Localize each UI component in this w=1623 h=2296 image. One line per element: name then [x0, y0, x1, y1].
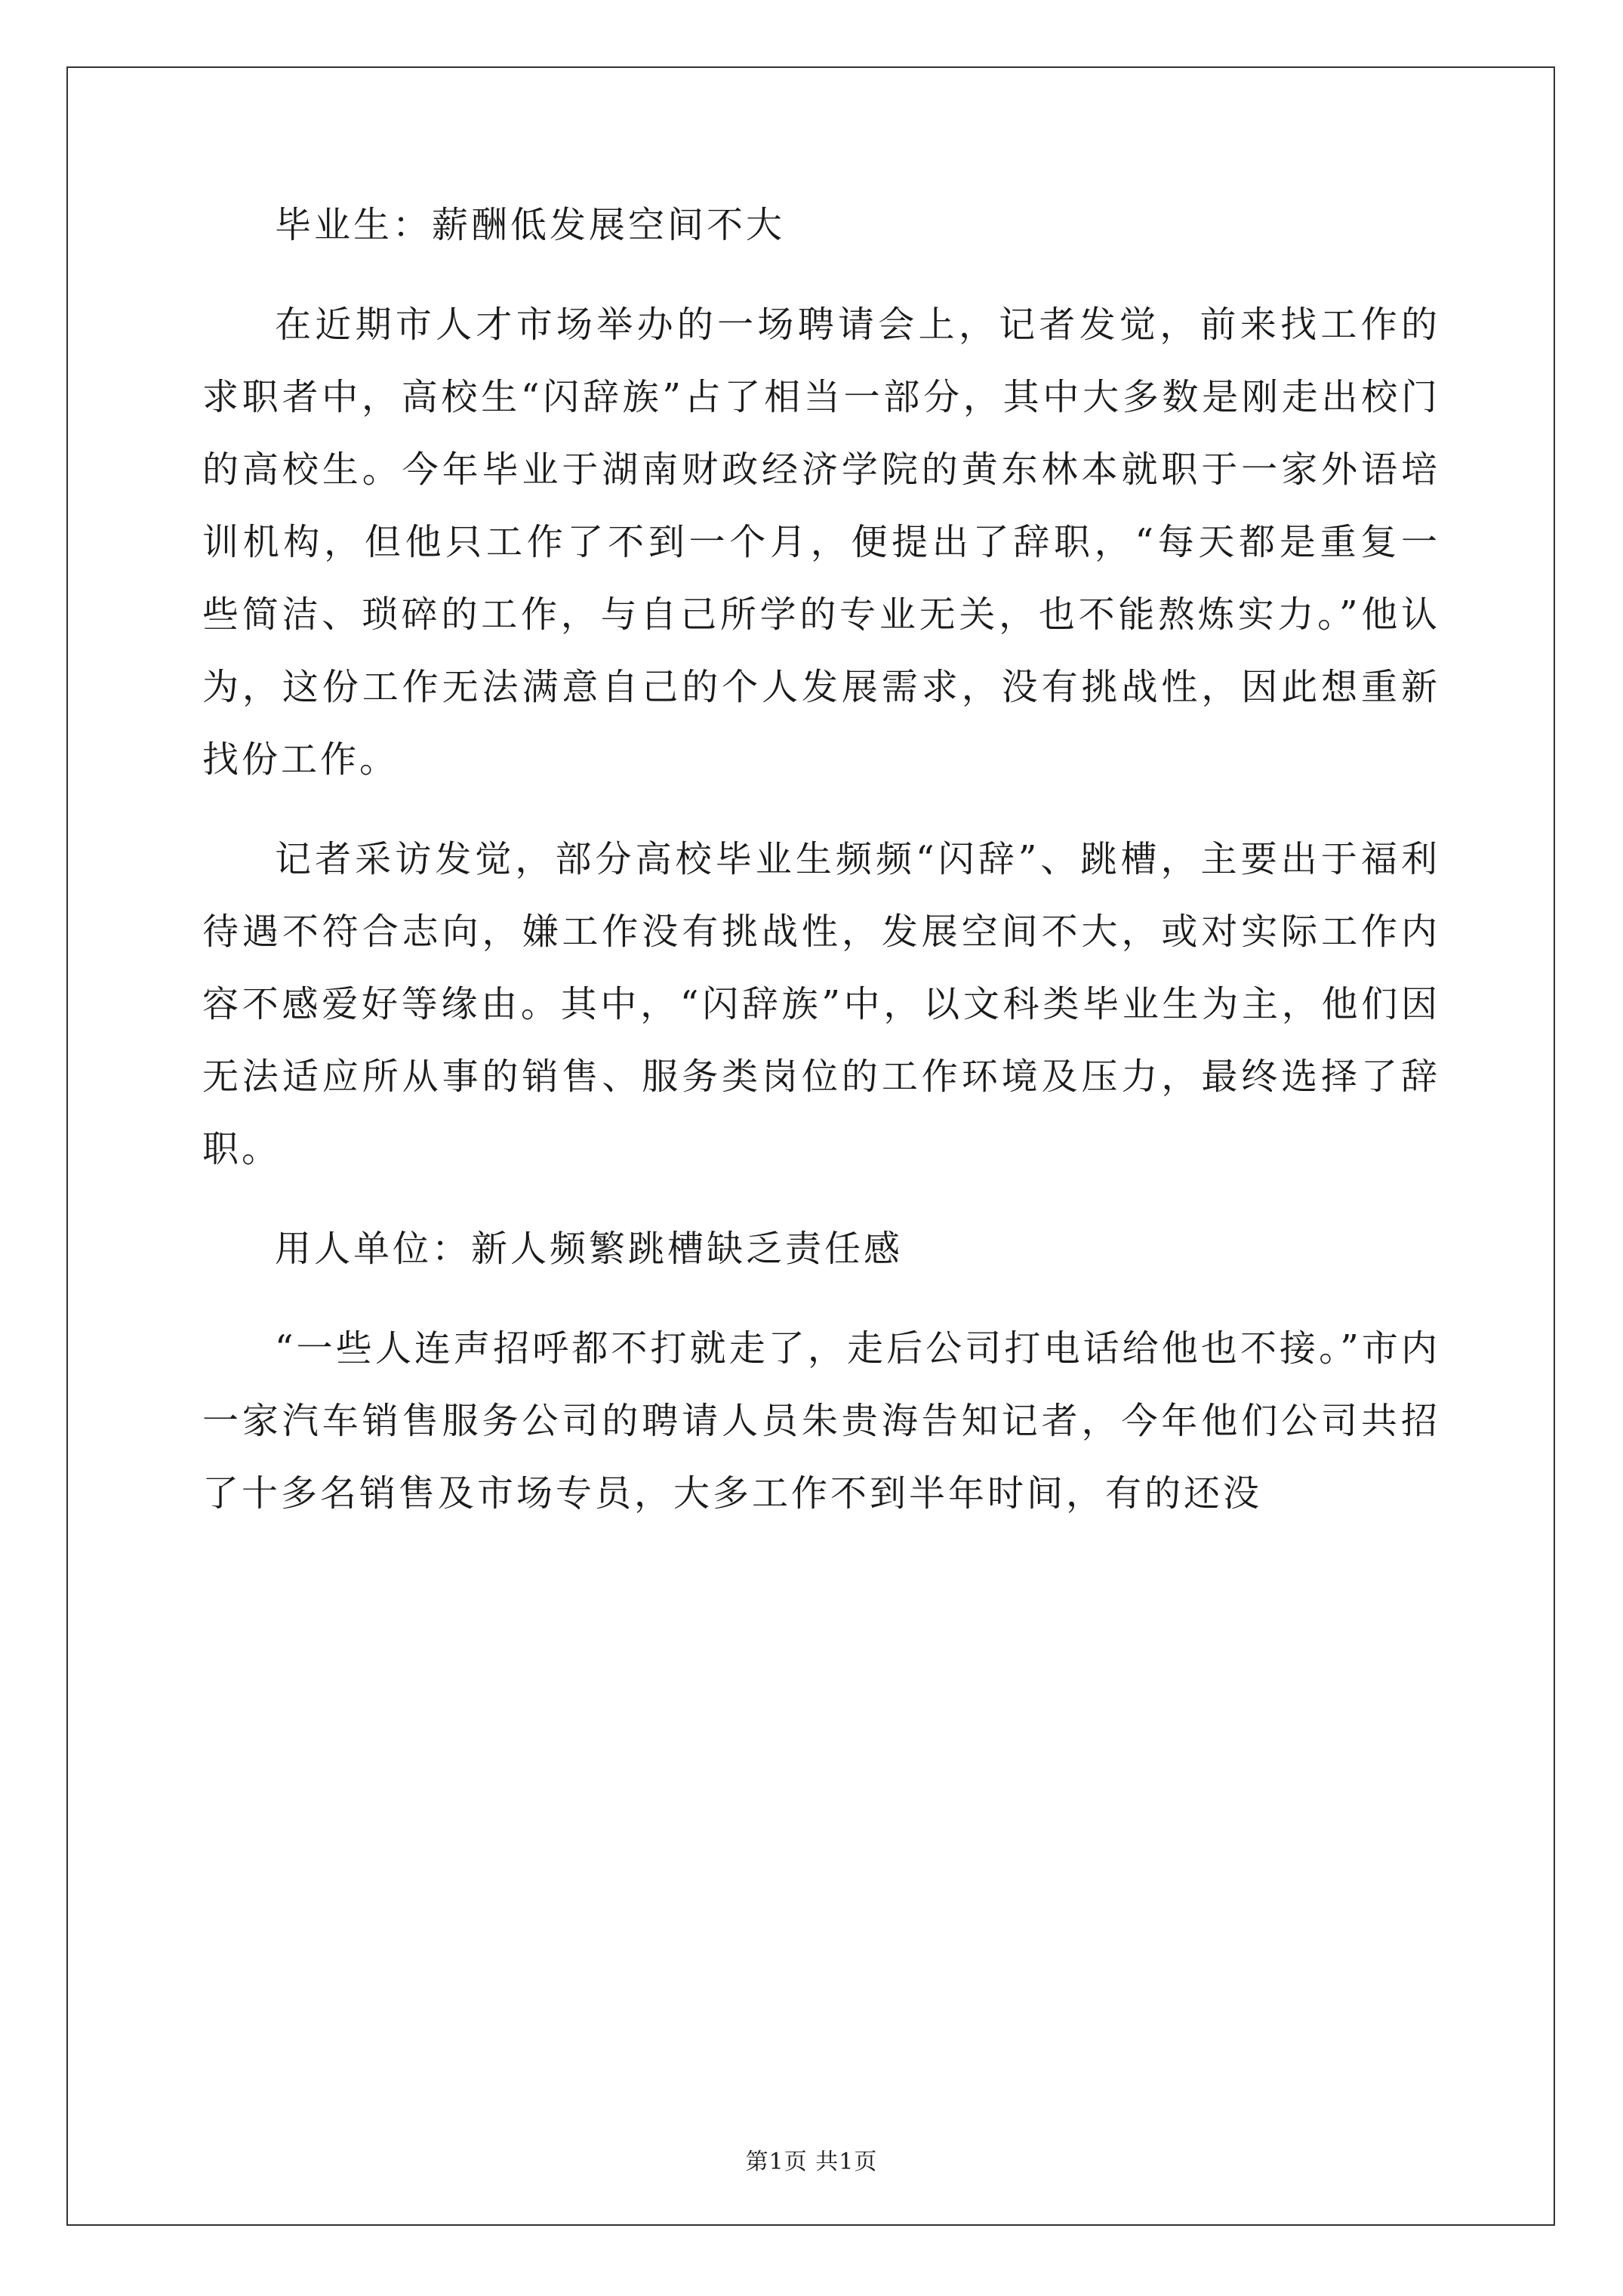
page-footer: 第1页 共1页 [745, 2149, 878, 2175]
paragraph-job-fair: 在近期市人才市场举办的一场聘请会上，记者发觉，前来找工作的求职者中，高校生“闪辞族”占了相当一部分，其中大多数是刚走出校门的高校生。今年毕业于湖南财政经济学院的黄东林本就职于一家外语培训机构，但他只工作了不到一个月，便提出了辞职，“每天都是重复一些简洁、琐碎的工作，与自己所学的专业无关，也不能熬炼实力。”他认为，这份工作无法满意自己的个人发展需求，没有挑战性，因此想重新找份工作。 [202, 304, 1440, 781]
paragraph-employer-quote: “一些人连声招呼都不打就走了，走后公司打电话给他也不接。”市内一家汽车销售服务公司的聘请人员朱贵海告知记者，今年他们公司共招了十多名销售及市场专员，大多工作不到半年时间，有的还没 [202, 1327, 1440, 1515]
section-heading-employers: 用人单位：新人频繁跳槽缺乏责任感 [275, 1228, 904, 1270]
document-body [202, 189, 1440, 1557]
paragraph-reporter-findings: 记者采访发觉，部分高校毕业生频频“闪辞”、跳槽，主要出于福利待遇不符合志向，嫌工作没有挑战性，发展空间不大，或对实际工作内容不感爱好等缘由。其中，“闪辞族”中，以文科类毕业生为主，他们因无法适应所从事的销售、服务类岗位的工作环境及压力，最终选择了辞职。 [202, 838, 1440, 1170]
section-heading-graduates: 毕业生：薪酬低发展空间不大 [275, 204, 786, 246]
